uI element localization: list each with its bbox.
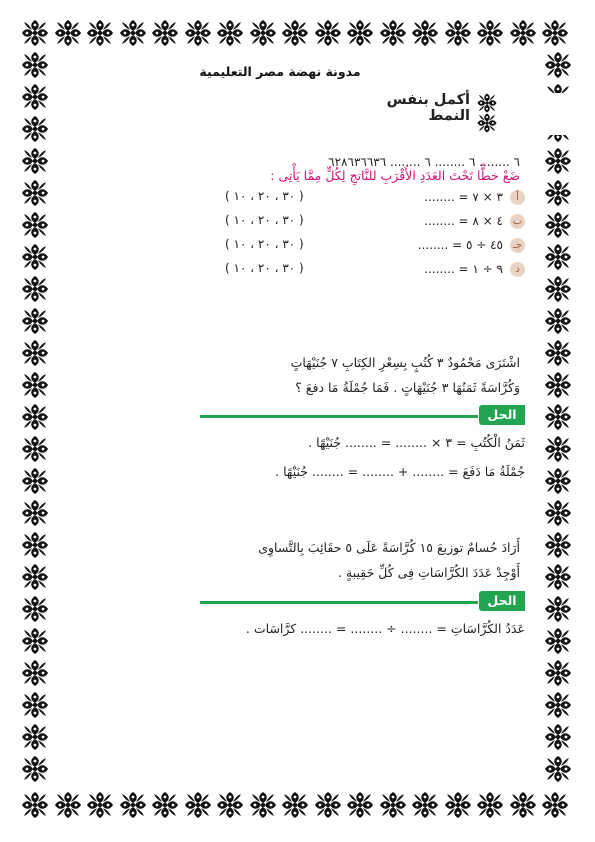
floral-ornament-icon [20,626,50,656]
floral-ornament-icon [20,658,50,688]
border-left [18,50,52,788]
bullet-circle-icon: جـ [510,238,525,253]
border-bottom [18,788,575,822]
floral-ornament-icon [443,790,473,820]
floral-ornament-icon [476,92,500,132]
floral-ornament-icon [20,306,50,336]
floral-ornament-icon [543,338,573,368]
number-sequence: ٦ ........ ٦ ........ ٦ ........ ٦٢٨٦٣٦٦٣٦ [328,155,520,169]
problem-line: أَوْجِدْ عَدَدَ الكُرَّاسَاتِ فِى كُلِّ حَقِيبةٍ . [338,565,520,580]
floral-ornament-icon [543,562,573,592]
floral-ornament-icon [150,18,180,48]
floral-ornament-icon [543,594,573,624]
floral-ornament-icon [20,434,50,464]
floral-ornament-icon [215,18,245,48]
floral-ornament-icon [543,722,573,752]
border-top [18,16,575,50]
problem-line: أَرَادَ حُسامٌ توزيعَ ١٥ كُرَّاسَةً عَلَى ٥ حقَائِبَ بِالتَّساوِى [258,540,520,555]
floral-ornament-icon [20,754,50,784]
estimate-expression: ٤ × ٨ = ........ [424,214,503,228]
floral-ornament-icon [20,18,50,48]
floral-ornament-icon [543,498,573,528]
floral-ornament-icon [20,210,50,240]
estimate-expression: ٤٥ ÷ ٥ = ........ [417,238,503,252]
floral-ornament-icon [20,498,50,528]
estimate-item [225,260,525,280]
floral-ornament-icon [378,790,408,820]
floral-ornament-icon [443,18,473,48]
instruction: ضَعْ خطًّا تَحْتَ العَدَدِ الأَقْرَبِ للنَّاتجِ لِكُلٍّ مِمَّا يَأْتِى : [270,168,520,183]
floral-ornament-icon [280,790,310,820]
floral-ornament-icon [313,18,343,48]
floral-ornament-icon [543,178,573,208]
floral-ornament-icon [248,18,278,48]
floral-ornament-icon [20,530,50,560]
floral-ornament-icon [475,790,505,820]
floral-ornament-icon [20,114,50,144]
floral-ornament-icon [20,370,50,400]
floral-ornament-icon [313,790,343,820]
floral-ornament-icon [543,306,573,336]
floral-ornament-icon [543,466,573,496]
bullet-circle-icon: ب [510,214,525,229]
floral-ornament-icon [543,434,573,464]
floral-ornament-icon [543,626,573,656]
floral-ornament-icon [20,178,50,208]
estimate-expression: ٩ ÷ ١ = ........ [424,262,503,276]
floral-ornament-icon [345,18,375,48]
floral-ornament-icon [378,18,408,48]
floral-ornament-icon [543,370,573,400]
floral-ornament-icon [508,790,538,820]
floral-ornament-icon [280,18,310,48]
floral-ornament-icon [543,530,573,560]
estimate-expression: ٣ × ٧ = ........ [424,190,503,204]
estimate-item [225,236,525,256]
floral-ornament-icon [20,242,50,272]
estimate-choices: ( ٣٠ ، ٢٠ ، ١٠ ) [225,213,304,227]
floral-ornament-icon [543,210,573,240]
floral-ornament-icon [118,18,148,48]
floral-ornament-icon [150,790,180,820]
floral-ornament-icon [20,274,50,304]
border-gap [545,93,575,135]
floral-ornament-icon [508,18,538,48]
floral-ornament-icon [20,790,50,820]
floral-ornament-icon [20,466,50,496]
divider [200,415,478,418]
border-right [541,50,575,788]
floral-ornament-icon [543,274,573,304]
blog-name: مدونة نهضة مصر التعليمية [199,64,361,79]
floral-ornament-icon [248,790,278,820]
divider [200,601,478,604]
word-problem-1 [210,350,520,400]
word-problem-2 [210,535,520,585]
floral-ornament-icon [85,18,115,48]
solution-label: الحل [479,405,525,425]
estimate-choices: ( ٣٠ ، ٢٠ ، ١٠ ) [225,261,304,275]
bullet-circle-icon: د [510,262,525,277]
solution-bar [200,591,525,613]
estimate-item [225,212,525,232]
bullet-circle-icon: أ [510,190,525,205]
floral-ornament-icon [543,146,573,176]
floral-ornament-icon [20,82,50,112]
floral-ornament-icon [20,722,50,752]
solution-bar [200,405,525,427]
floral-ornament-icon [20,402,50,432]
floral-ornament-icon [543,242,573,272]
answer-line: جُمْلَةُ مَا دَفَعَ = ........ + ........ = ........ جُنَيْهًا . [275,464,525,479]
floral-ornament-icon [543,690,573,720]
floral-ornament-icon [20,690,50,720]
floral-ornament-icon [20,146,50,176]
floral-ornament-icon [410,18,440,48]
floral-ornament-icon [20,338,50,368]
floral-ornament-icon [53,790,83,820]
problem-line: اشْتَرَى مَحْمُودٌ ٣ كُتُبٍ بِسِعْرِ الكِتَابِ ٧ جُنَيْهَاتٍ [290,355,520,370]
floral-ornament-icon [543,50,573,80]
floral-ornament-icon [540,18,570,48]
floral-ornament-icon [410,790,440,820]
floral-ornament-icon [543,658,573,688]
answer-line: ثَمَنُ الْكُتُبِ = ٣ × ........ = ........ جُنَيْهًا . [308,435,525,450]
floral-ornament-icon [85,790,115,820]
floral-ornament-icon [20,50,50,80]
estimate-choices: ( ٣٠ ، ٢٠ ، ١٠ ) [225,237,304,251]
answer-line: عَدَدُ الكُرَّاسَاتِ = ........ ÷ ........ = ........ كرَّاسَات . [245,621,525,636]
floral-ornament-icon [345,790,375,820]
section-title: أكمل بنفس النمط [386,92,470,124]
floral-ornament-icon [543,754,573,784]
floral-ornament-icon [118,790,148,820]
floral-ornament-icon [183,18,213,48]
floral-ornament-icon [543,402,573,432]
floral-ornament-icon [20,562,50,592]
estimate-choices: ( ٣٠ ، ٢٠ ، ١٠ ) [225,189,304,203]
solution-label: الحل [479,591,525,611]
floral-ornament-icon [183,790,213,820]
floral-ornament-icon [215,790,245,820]
floral-ornament-icon [53,18,83,48]
problem-line: وَكُرَّاسَةً ثَمَنُهَا ٣ جُنَيْهَاتٍ . فَمَا جُمْلَةُ مَا دفعَ ؟ [295,380,520,395]
estimate-item [225,188,525,208]
floral-ornament-icon [475,18,505,48]
floral-ornament-icon [20,594,50,624]
floral-ornament-icon [540,790,570,820]
